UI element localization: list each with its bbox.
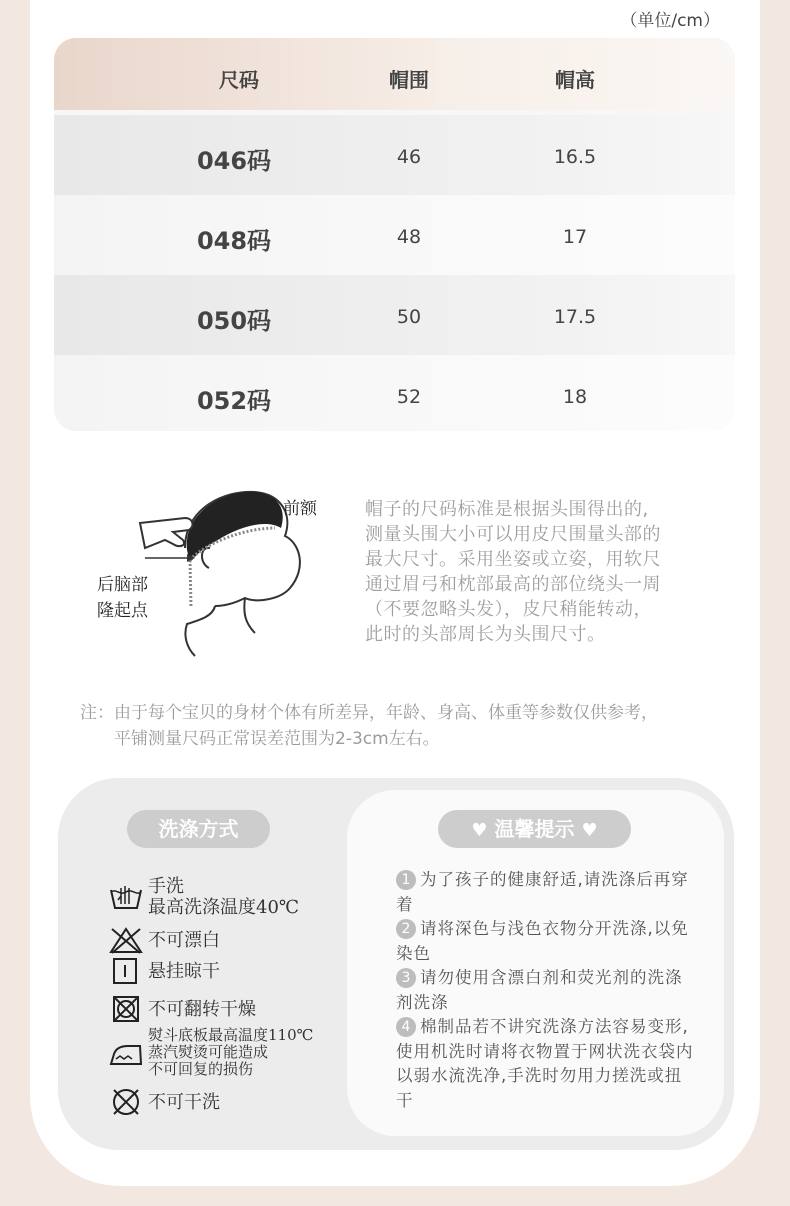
- cell-size: 046码: [196, 147, 272, 175]
- care-item-hang-dry: [108, 956, 220, 986]
- cell-circumference: 50: [396, 306, 422, 328]
- care-item-hand-wash: [108, 876, 299, 918]
- cell-size: 052码: [196, 387, 272, 415]
- tip-item: [396, 868, 696, 917]
- cell-size: 050码: [196, 307, 272, 335]
- size-table: [54, 38, 735, 431]
- iron-icon: [108, 1038, 144, 1068]
- hand-wash-icon: [108, 882, 144, 912]
- desc-line: 通过眉弓和枕部最高的部位绕头一周: [365, 574, 661, 595]
- tip-text: 棉制品若不讲究洗涤方法容易变形, 使用机洗时请将衣物置于网状洗衣袋内以弱水流洗净,手洗时勿用力搓洗或扭干: [396, 1017, 694, 1110]
- tip-item: [396, 1015, 696, 1113]
- tips-title-text: 温馨提示: [494, 817, 575, 841]
- desc-line: 测量头围大小可以用皮尺围量头部的: [365, 524, 661, 545]
- care-item-no-tumble-dry: [108, 994, 256, 1024]
- cell-height: 18: [562, 386, 588, 408]
- no-dry-clean-icon: [108, 1087, 144, 1117]
- no-tumble-dry-icon: [108, 994, 144, 1024]
- note-line-1: 注：由于每个宝贝的身材个体有所差异，年龄、身高、体重等参数仅供参考，: [80, 703, 658, 723]
- care-text-line: 不可干洗: [148, 1091, 220, 1113]
- header-size: 尺码: [219, 68, 259, 92]
- tip-text: 为了孩子的健康舒适,请洗涤后再穿着: [396, 870, 689, 914]
- care-item-no-dry-clean: [108, 1087, 220, 1117]
- care-text-line: 蒸汽熨烫可能造成: [148, 1043, 269, 1061]
- care-text-line: 最高洗涤温度40℃: [148, 897, 300, 918]
- hang-dry-icon: [108, 956, 144, 986]
- tip-text: 请勿使用含漂白剂和荧光剂的洗涤剂洗涤: [396, 968, 683, 1012]
- cell-height: 16.5: [553, 146, 597, 168]
- table-header: [54, 38, 735, 110]
- cell-circumference: 46: [396, 146, 422, 168]
- header-circumference: 帽围: [389, 68, 429, 92]
- care-text-line: 手洗: [148, 876, 184, 897]
- desc-line: 此时的头部周长为头围尺寸。: [365, 624, 606, 645]
- number-badge-icon: 2: [396, 919, 416, 939]
- label-back-head-1: 后脑部: [97, 575, 148, 595]
- desc-line: 帽子的尺码标准是根据头围得出的,: [365, 499, 649, 520]
- number-badge-icon: 3: [396, 968, 416, 988]
- table-row: [54, 195, 735, 275]
- size-note: [80, 700, 740, 752]
- cell-circumference: 52: [396, 386, 422, 408]
- table-row: [54, 355, 735, 431]
- tip-text: 请将深色与浅色衣物分开洗涤,以免染色: [396, 919, 689, 963]
- desc-line: 最大尺寸。采用坐姿或立姿，用软尺: [365, 549, 661, 570]
- care-text-line: 不可漂白: [148, 929, 220, 951]
- tips-title: [438, 810, 631, 848]
- label-forehead: 前额: [283, 499, 317, 519]
- note-line-2: 平铺测量尺码正常误差范围为2-3cm左右。: [114, 729, 440, 749]
- cell-height: 17: [562, 226, 588, 248]
- table-row: [54, 275, 735, 355]
- label-back-head-2: 隆起点: [97, 601, 148, 621]
- measurement-description: [365, 497, 705, 647]
- care-text-line: 熨斗底板最高温度110℃: [148, 1026, 314, 1044]
- care-text-line: 不可翻转干燥: [148, 998, 256, 1020]
- table-row: [54, 115, 735, 195]
- desc-line: （不要忽略头发），皮尺稍能转动，: [365, 599, 652, 620]
- number-badge-icon: 4: [396, 1017, 416, 1037]
- cell-circumference: 48: [396, 226, 422, 248]
- wash-method-title: 洗涤方式: [127, 810, 270, 848]
- number-badge-icon: 1: [396, 870, 416, 890]
- header-height: 帽高: [555, 68, 595, 92]
- care-item-iron: [108, 1027, 313, 1078]
- unit-label: （单位/cm）: [620, 11, 720, 31]
- care-text-line: 悬挂晾干: [148, 960, 220, 982]
- heart-icon: ♥: [581, 820, 598, 841]
- tip-item: [396, 966, 696, 1015]
- tip-item: [396, 917, 696, 966]
- cell-height: 17.5: [553, 306, 597, 328]
- no-bleach-icon: [108, 925, 144, 955]
- cell-size: 048码: [196, 227, 272, 255]
- heart-icon: ♥: [471, 820, 488, 841]
- tips-list: [396, 868, 696, 1113]
- care-item-no-bleach: [108, 925, 220, 955]
- care-text-line: 不可回复的损伤: [148, 1060, 254, 1078]
